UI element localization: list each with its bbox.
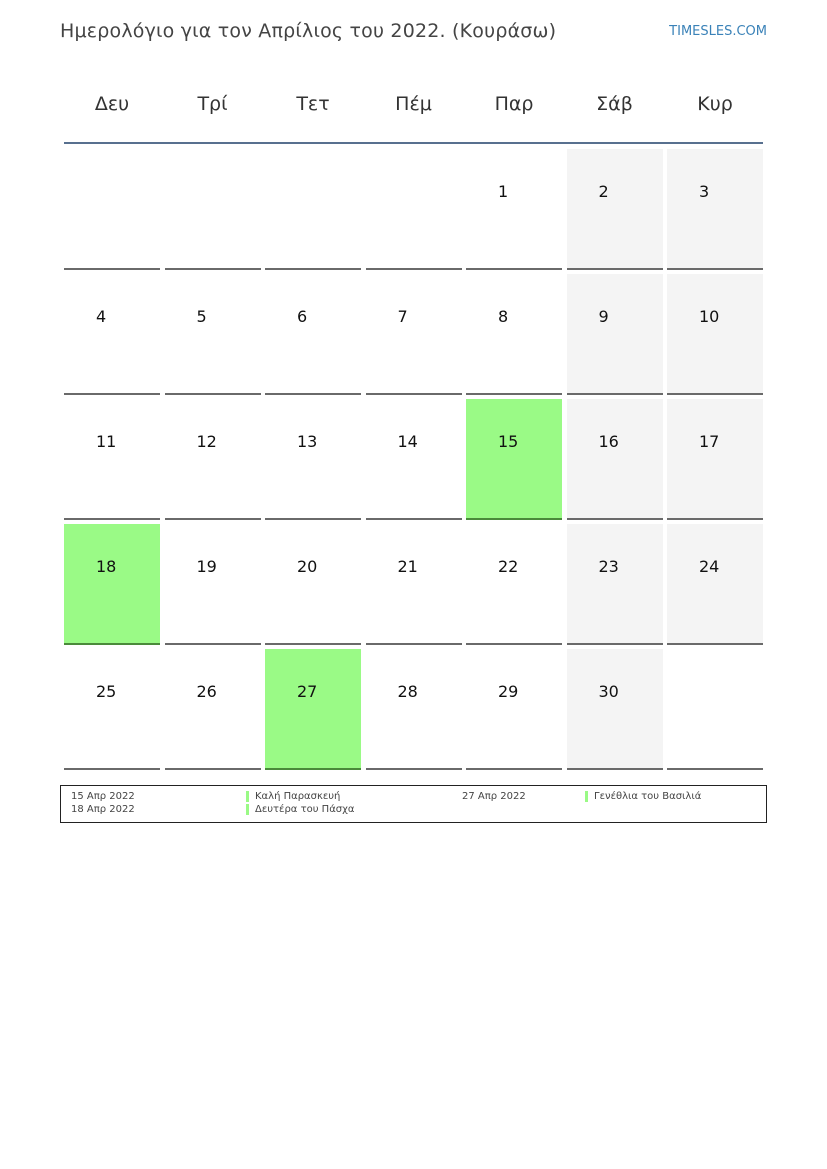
day-cell bbox=[466, 524, 562, 645]
day-cell bbox=[466, 649, 562, 770]
holiday-legend bbox=[60, 785, 767, 823]
day-cell bbox=[165, 274, 261, 395]
legend-holiday-name: Καλή Παρασκευή bbox=[255, 791, 341, 802]
day-cell bbox=[165, 399, 261, 520]
day-number: 13 bbox=[297, 432, 318, 451]
week-row bbox=[64, 274, 763, 395]
day-cell bbox=[466, 274, 562, 395]
page-title: Ημερολόγιο για τον Απρίλιος του 2022. (Κουράσω) bbox=[60, 20, 557, 42]
day-number: 24 bbox=[699, 557, 720, 576]
site-link[interactable]: TIMESLES.COM bbox=[669, 24, 767, 39]
day-number: 26 bbox=[196, 682, 217, 701]
header-divider bbox=[64, 142, 763, 144]
day-cell-holiday bbox=[466, 399, 562, 520]
week-row bbox=[64, 399, 763, 520]
day-number: 17 bbox=[699, 432, 720, 451]
day-cell-holiday bbox=[64, 524, 160, 645]
holiday-color-marker bbox=[585, 791, 588, 802]
weekday-monday: Δευ bbox=[94, 93, 130, 115]
day-number: 16 bbox=[598, 432, 619, 451]
day-cell bbox=[64, 399, 160, 520]
day-cell bbox=[165, 649, 261, 770]
legend-item bbox=[246, 791, 340, 802]
day-cell-holiday bbox=[265, 649, 361, 770]
day-number: 14 bbox=[397, 432, 418, 451]
weekday-saturday: Σάβ bbox=[596, 93, 633, 115]
weekday-tuesday: Τρί bbox=[197, 93, 228, 115]
weekday-sunday: Κυρ bbox=[697, 93, 733, 115]
holiday-color-marker bbox=[246, 791, 249, 802]
day-number: 23 bbox=[598, 557, 619, 576]
day-number: 11 bbox=[96, 432, 117, 451]
weekday-thursday: Πέμ bbox=[395, 93, 432, 115]
legend-item bbox=[585, 791, 701, 802]
day-cell bbox=[265, 524, 361, 645]
weekday-wednesday: Τετ bbox=[296, 93, 330, 115]
day-number: 21 bbox=[397, 557, 418, 576]
day-cell bbox=[265, 149, 361, 270]
weekday-header-row bbox=[64, 82, 763, 126]
legend-item bbox=[246, 804, 355, 815]
day-number: 7 bbox=[397, 307, 408, 326]
week-row bbox=[64, 149, 763, 270]
day-number: 19 bbox=[196, 557, 217, 576]
day-number: 18 bbox=[96, 557, 117, 576]
day-cell bbox=[366, 524, 462, 645]
day-cell bbox=[265, 399, 361, 520]
day-number: 5 bbox=[196, 307, 207, 326]
week-row bbox=[64, 649, 763, 770]
day-cell bbox=[366, 649, 462, 770]
week-row bbox=[64, 524, 763, 645]
day-number: 6 bbox=[297, 307, 308, 326]
day-number: 29 bbox=[498, 682, 519, 701]
day-number: 4 bbox=[96, 307, 107, 326]
day-cell bbox=[265, 274, 361, 395]
day-number: 28 bbox=[397, 682, 418, 701]
day-cell bbox=[366, 274, 462, 395]
weekday-friday: Παρ bbox=[494, 93, 534, 115]
day-cell-weekend bbox=[667, 274, 763, 395]
day-cell bbox=[64, 149, 160, 270]
day-number: 3 bbox=[699, 182, 710, 201]
day-number: 1 bbox=[498, 182, 509, 201]
legend-date: 15 Απρ 2022 bbox=[71, 791, 135, 802]
legend-holiday-name: Δευτέρα του Πάσχα bbox=[255, 804, 355, 815]
day-cell bbox=[366, 399, 462, 520]
day-cell-weekend bbox=[667, 399, 763, 520]
day-number: 27 bbox=[297, 682, 318, 701]
legend-date: 18 Απρ 2022 bbox=[71, 804, 135, 815]
day-cell bbox=[165, 149, 261, 270]
day-number: 25 bbox=[96, 682, 117, 701]
day-cell bbox=[165, 524, 261, 645]
calendar-grid bbox=[64, 149, 763, 774]
day-number: 30 bbox=[598, 682, 619, 701]
day-cell-weekend bbox=[567, 274, 663, 395]
day-number: 20 bbox=[297, 557, 318, 576]
day-cell bbox=[466, 149, 562, 270]
day-number: 9 bbox=[598, 307, 609, 326]
day-cell-weekend bbox=[667, 149, 763, 270]
day-cell-weekend bbox=[567, 149, 663, 270]
day-cell bbox=[366, 149, 462, 270]
day-number: 12 bbox=[196, 432, 217, 451]
day-cell-empty bbox=[667, 649, 763, 770]
legend-date: 27 Απρ 2022 bbox=[462, 791, 526, 802]
day-cell bbox=[64, 649, 160, 770]
day-cell-weekend bbox=[567, 649, 663, 770]
day-cell-weekend bbox=[567, 399, 663, 520]
day-number: 2 bbox=[598, 182, 609, 201]
day-number: 8 bbox=[498, 307, 509, 326]
day-number: 10 bbox=[699, 307, 720, 326]
legend-holiday-name: Γενέθλια του Βασιλιά bbox=[594, 791, 702, 802]
day-cell bbox=[64, 274, 160, 395]
day-number: 15 bbox=[498, 432, 519, 451]
day-cell-weekend bbox=[667, 524, 763, 645]
day-number: 22 bbox=[498, 557, 519, 576]
day-cell-weekend bbox=[567, 524, 663, 645]
holiday-color-marker bbox=[246, 804, 249, 815]
